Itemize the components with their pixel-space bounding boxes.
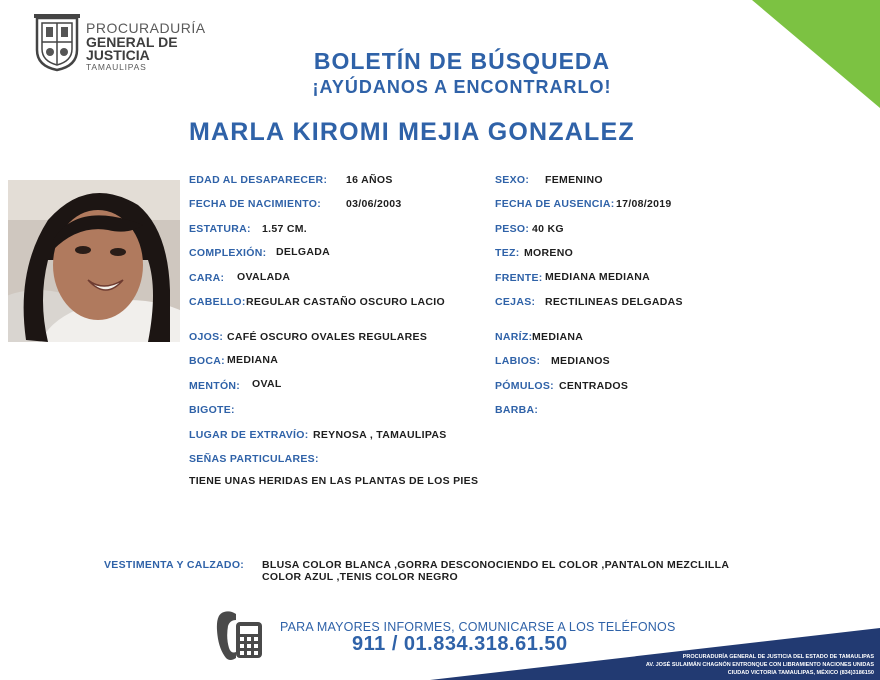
- frente-label: FRENTE:: [495, 272, 543, 284]
- footer-line-1: PROCURADURÍA GENERAL DE JUSTICIA DEL ESTADO DE TAMAULIPAS: [682, 654, 874, 660]
- contact-phones: 911 / 01.834.318.61.50: [352, 633, 568, 655]
- agency-line-4: TAMAULIPAS: [86, 62, 147, 72]
- agency-line-1: PROCURADURÍA: [86, 20, 206, 36]
- ausencia-label: FECHA DE AUSENCIA:: [495, 198, 615, 210]
- lugar-label: LUGAR DE EXTRAVÍO:: [189, 429, 309, 441]
- bigote-label: BIGOTE:: [189, 404, 235, 416]
- agency-line-2: GENERAL DE: [86, 34, 178, 50]
- senas-label: SEÑAS PARTICULARES:: [189, 453, 319, 465]
- footer-line-3: CIUDAD VICTORIA TAMAULIPAS, MÉXICO (834)3186150: [727, 670, 874, 676]
- boca-label: BOCA:: [189, 355, 225, 367]
- barba-label: BARBA:: [495, 404, 539, 416]
- vestimenta-line-2: COLOR AZUL ,TENIS COLOR NEGRO: [262, 571, 458, 583]
- person-name: MARLA KIROMI MEJIA GONZALEZ: [189, 118, 635, 146]
- ausencia-value: 17/08/2019: [616, 198, 672, 210]
- lugar-value: REYNOSA , TAMAULIPAS: [313, 429, 447, 441]
- peso-label: PESO:: [495, 223, 530, 235]
- cara-label: CARA:: [189, 272, 225, 284]
- pomulos-label: PÓMULOS:: [495, 380, 554, 392]
- ojos-label: OJOS:: [189, 331, 224, 343]
- cejas-value: RECTILINEAS DELGADAS: [545, 296, 683, 308]
- cejas-label: CEJAS:: [495, 296, 536, 308]
- labios-label: LABIOS:: [495, 355, 541, 367]
- edad-label: EDAD AL DESAPARECER:: [189, 174, 328, 186]
- estatura-label: ESTATURA:: [189, 223, 251, 235]
- labios-value: MEDIANOS: [551, 355, 610, 367]
- complexion-value: DELGADA: [276, 246, 331, 258]
- nariz-value: MEDIANA: [532, 331, 584, 343]
- sexo-label: SEXO:: [495, 174, 530, 186]
- agency-line-3: JUSTICIA: [86, 47, 150, 63]
- complexion-label: COMPLEXIÓN:: [189, 247, 267, 259]
- frente-value: MEDIANA MEDIANA: [545, 271, 651, 283]
- menton-label: MENTÓN:: [189, 380, 241, 392]
- nacimiento-value: 03/06/2003: [346, 198, 402, 210]
- tez-label: TEZ:: [495, 247, 520, 259]
- footer-line-2: AV. JOSÉ SULAIMÁN CHAGNÓN ENTRONQUE CON LIBRAMIENTO NACIONES UNIDAS: [645, 662, 874, 668]
- estatura-value: 1.57 CM.: [262, 223, 307, 235]
- senas-value: TIENE UNAS HERIDAS EN LAS PLANTAS DE LOS PIES: [189, 475, 479, 487]
- ojos-value: CAFÉ OSCURO OVALES REGULARES: [227, 331, 428, 343]
- nariz-label: NARÍZ:: [495, 331, 533, 343]
- nacimiento-label: FECHA DE NACIMIENTO:: [189, 198, 321, 210]
- tez-value: MORENO: [524, 247, 574, 259]
- vestimenta-label: VESTIMENTA Y CALZADO:: [104, 559, 245, 571]
- bulletin-title: BOLETÍN DE BÚSQUEDA: [313, 48, 611, 74]
- boca-value: MEDIANA: [227, 354, 279, 366]
- bulletin-subtitle: ¡AYÚDANOS A ENCONTRARLO!: [312, 77, 612, 97]
- peso-value: 40 KG: [532, 223, 564, 235]
- contact-text: PARA MAYORES INFORMES, COMUNICARSE A LOS TELÉFONOS: [280, 620, 676, 634]
- vestimenta-line-1: BLUSA COLOR BLANCA ,GORRA DESCONOCIENDO EL COLOR ,PANTALON MEZCLILLA: [262, 559, 730, 571]
- cabello-value: REGULAR CASTAÑO OSCURO LACIO: [246, 296, 445, 308]
- sexo-value: FEMENINO: [545, 174, 603, 186]
- cara-value: OVALADA: [237, 271, 291, 283]
- cabello-label: CABELLO:: [189, 296, 246, 308]
- edad-value: 16 AÑOS: [346, 174, 393, 186]
- menton-value: OVAL: [252, 378, 282, 390]
- pomulos-value: CENTRADOS: [559, 380, 629, 392]
